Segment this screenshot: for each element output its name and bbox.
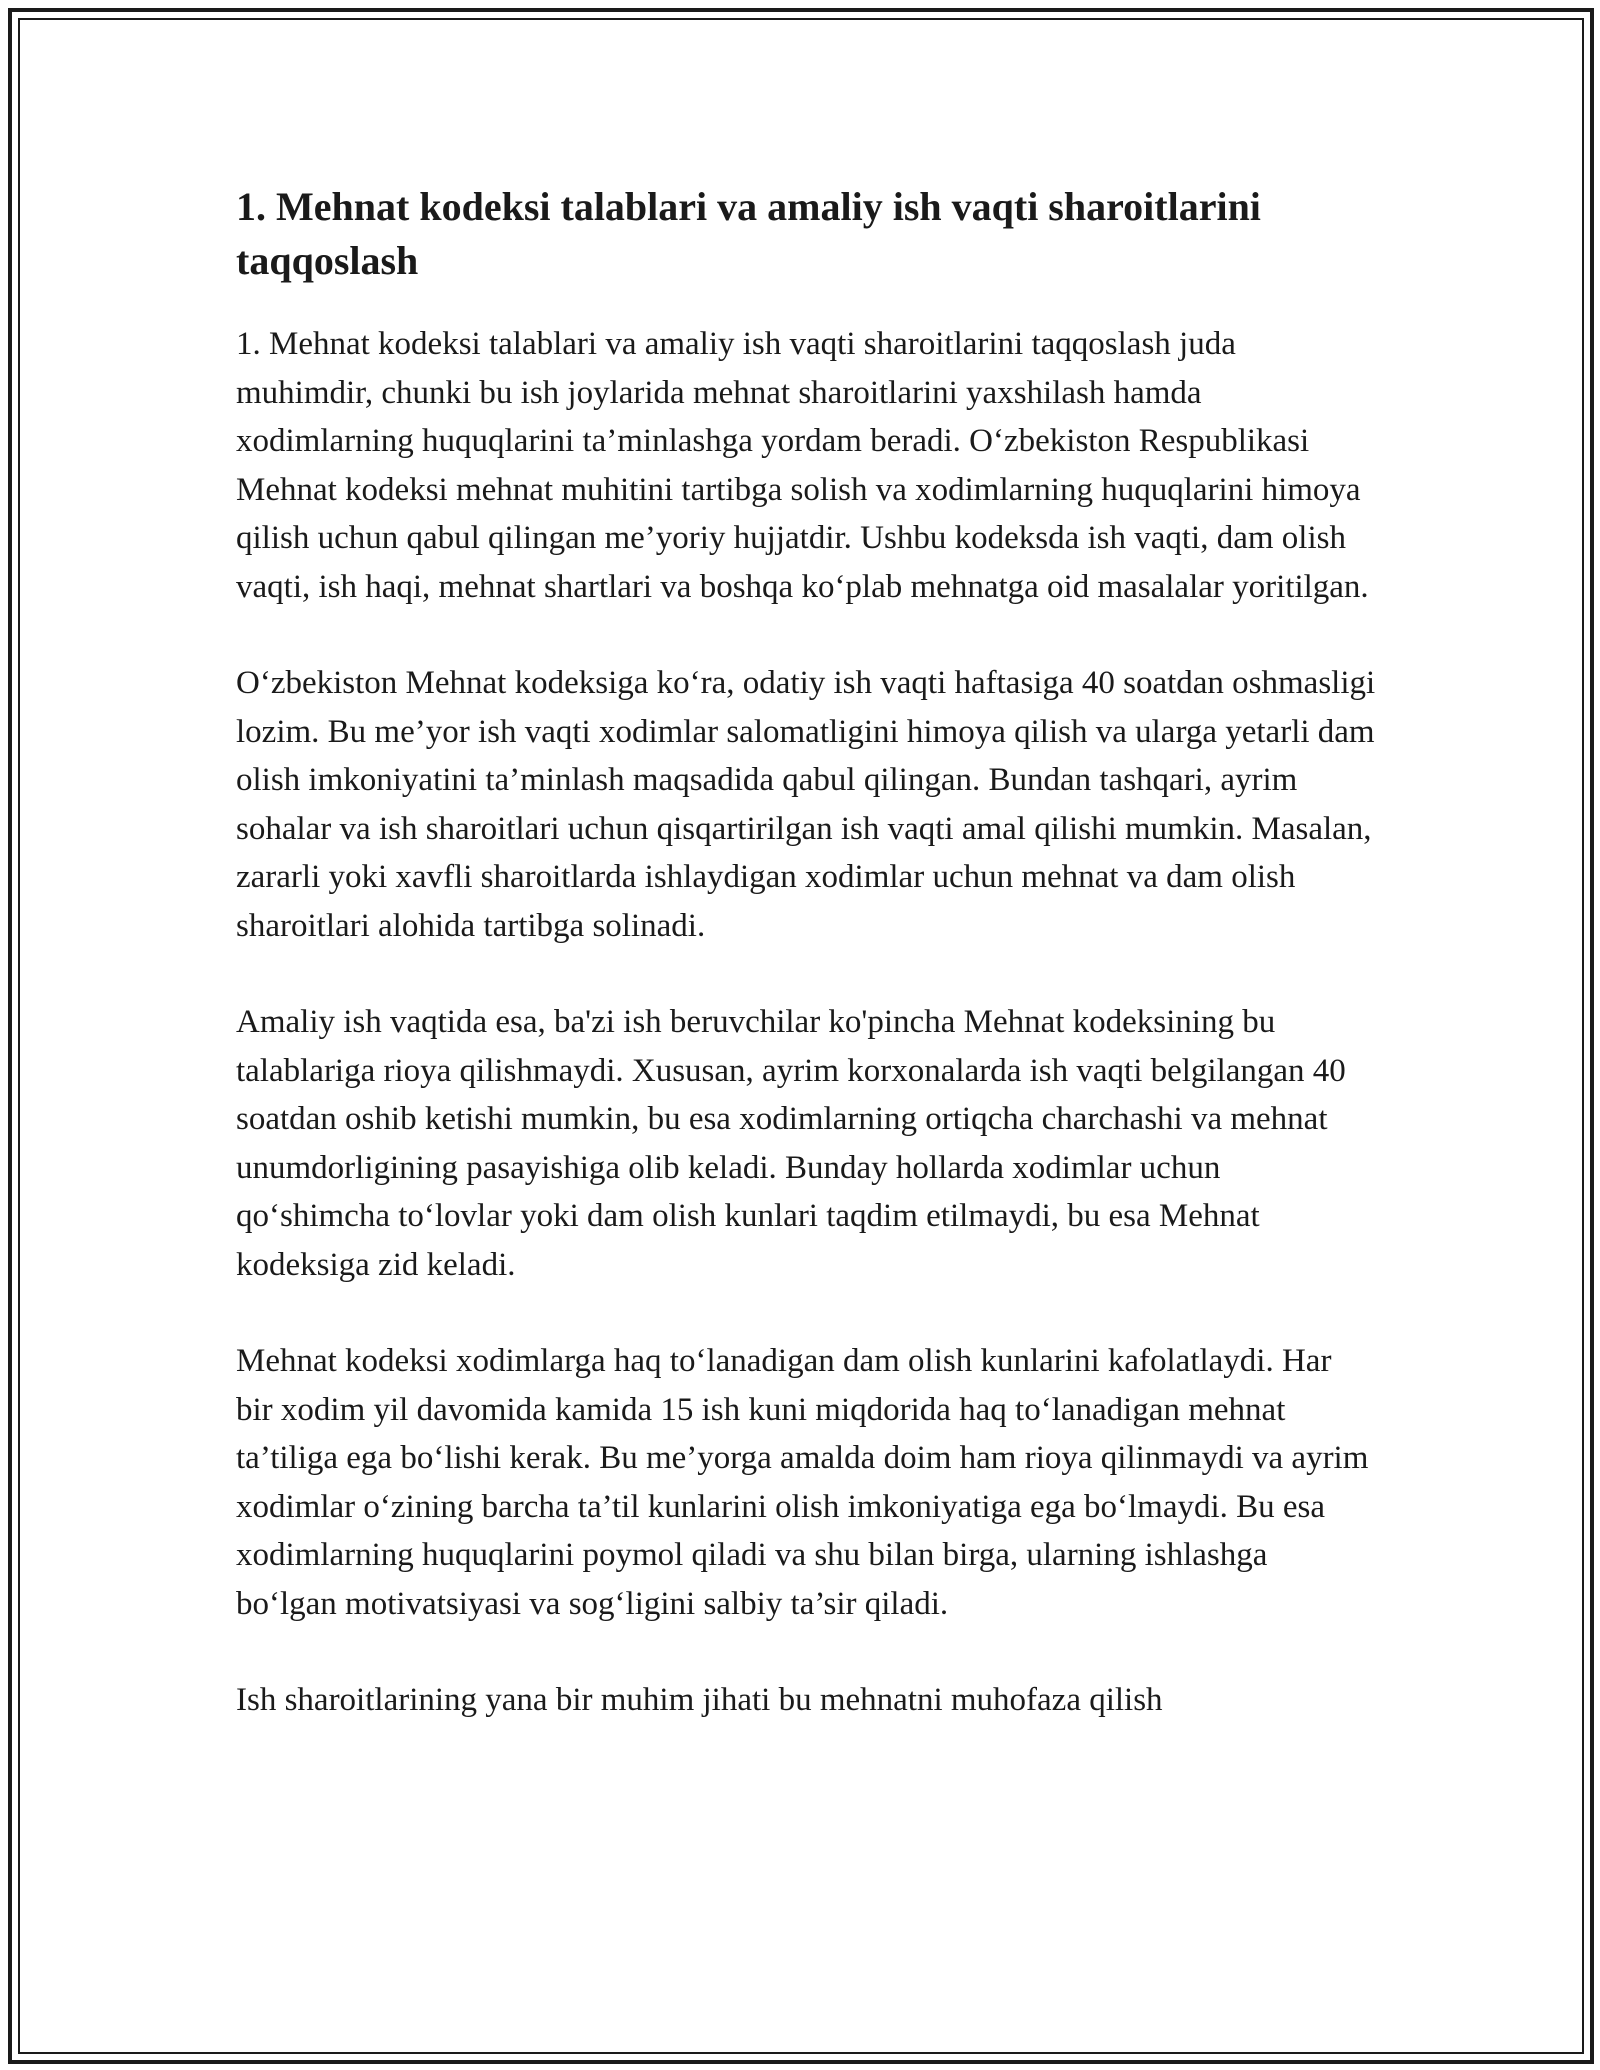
paragraph-4: Mehnat kodeksi xodimlarga haq to‘lanadigan dam olish kunlarini kafolatlaydi. Har bir xodim yil davomida kamida 15 ish kuni miqdorida haq to‘lanadigan mehnat ta’tiliga ega bo‘lishi kerak. Bu me’yorga amalda doim ham rioya qilinmaydi va ayrim xodimlar o‘zining barcha ta’til kunlarini olish imkoniyatiga ega bo‘lmaydi. Bu esa xodimlarning huquqlarini poymol qiladi va shu bilan birga, ularning ishlashga bo‘lgan motivatsiyasi va sog‘ligini salbiy ta’sir qiladi. xyxy=(236,1343,1369,1622)
section-heading: 1. Mehnat kodeksi talablari va amaliy ish vaqti sharoitlarini taqqoslash xyxy=(236,184,1261,283)
paragraph-2: O‘zbekiston Mehnat kodeksiga ko‘ra, odatiy ish vaqti haftasiga 40 soatdan oshmasligi lozim. Bu me’yor ish vaqti xodimlar salomatligini himoya qilish va ularga yetarli dam olish imkoniyatini ta’minlash maqsadida qabul qilingan. Bundan tashqari, ayrim sohalar va ish sharoitlari uchun qisqartirilgan ish vaqti amal qilishi mumkin. Masalan, zararli yoki xavfli sharoitlarda ishlaydigan xodimlar uchun mehnat va dam olish sharoitlari alohida tartibga solinadi. xyxy=(236,665,1376,944)
paragraph-3: Amaliy ish vaqtida esa, ba'zi ish beruvchilar ko'pincha Mehnat kodeksining bu talablariga rioya qilishmaydi. Xususan, ayrim korxonalarda ish vaqti belgilangan 40 soatdan oshib ketishi mumkin, bu esa xodimlarning ortiqcha charchashi va mehnat unumdorligining pasayishiga olib keladi. Bunday hollarda xodimlar uchun qo‘shimcha to‘lovlar yoki dam olish kunlari taqdim etilmaydi, bu esa Mehnat kodeksiga zid keladi. xyxy=(236,1004,1346,1283)
paragraph-1: 1. Mehnat kodeksi talablari va amaliy ish vaqti sharoitlarini taqqoslash juda muhimdir, chunki bu ish joylarida mehnat sharoitlarini yaxshilash hamda xodimlarning huquqlarini ta’minlashga yordam beradi. O‘zbekiston Respublikasi Mehnat kodeksi mehnat muhitini tartibga solish va xodimlarning huquqlarini himoya qilish uchun qabul qilingan me’yoriy hujjatdir. Ushbu kodeksda ish vaqti, dam olish vaqti, ish haqi, mehnat shartlari va boshqa ko‘plab mehnatga oid masalalar yoritilgan. xyxy=(236,326,1369,605)
paragraph-5: Ish sharoitlarining yana bir muhim jihati bu mehnatni muhofaza qilish xyxy=(236,1682,1163,1718)
document-body xyxy=(236,180,1376,1773)
